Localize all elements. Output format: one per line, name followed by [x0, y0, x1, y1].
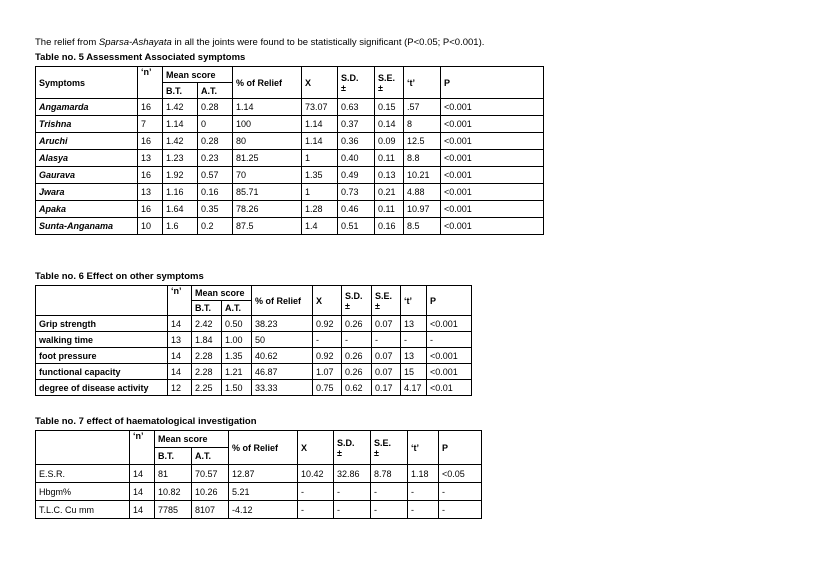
cell-sd: 0.40	[338, 150, 375, 167]
cell-p: <0.05	[439, 465, 482, 483]
cell-at: 8107	[192, 501, 229, 519]
cell-n: 14	[130, 465, 155, 483]
cell-name: Trishna	[36, 116, 138, 133]
header-relief: % of Relief	[229, 431, 298, 465]
cell-relief: 12.87	[229, 465, 298, 483]
cell-t: -	[408, 501, 439, 519]
cell-t: .57	[404, 99, 441, 116]
cell-se: 0.07	[372, 364, 401, 380]
header-mean-score: Mean score	[155, 431, 229, 448]
table-row	[36, 150, 544, 167]
cell-n: 13	[138, 184, 163, 201]
table-row	[36, 483, 482, 501]
cell-bt: 1.42	[163, 99, 198, 116]
cell-sd: 0.62	[342, 380, 372, 396]
header-blank	[36, 286, 168, 316]
cell-bt: 10.82	[155, 483, 192, 501]
cell-se: 8.78	[371, 465, 408, 483]
cell-relief: 1.14	[233, 99, 302, 116]
cell-p: <0.001	[427, 316, 472, 332]
table-row	[36, 348, 472, 364]
cell-n: 10	[138, 218, 163, 235]
cell-x: 73.07	[302, 99, 338, 116]
intro-italic-term: Sparsa-Ashayata	[98, 37, 172, 48]
table-row	[36, 465, 482, 483]
cell-sd: 0.46	[338, 201, 375, 218]
cell-n: 14	[168, 364, 192, 380]
cell-t: 8.8	[404, 150, 441, 167]
header-n: ‘n’	[138, 67, 163, 99]
header-se: S.E. ±	[375, 67, 404, 99]
cell-p: <0.001	[441, 133, 544, 150]
header-n: ‘n’	[168, 286, 192, 316]
cell-t: 15	[401, 364, 427, 380]
header-t: ‘t’	[408, 431, 439, 465]
cell-t: 4.17	[401, 380, 427, 396]
cell-p: <0.001	[441, 167, 544, 184]
cell-at: 0.2	[198, 218, 233, 235]
cell-at: 0.23	[198, 150, 233, 167]
header-x: X	[302, 67, 338, 99]
cell-sd: -	[342, 332, 372, 348]
cell-t: 8	[404, 116, 441, 133]
header-at: A.T.	[192, 448, 229, 465]
table-row	[36, 380, 472, 396]
cell-name: T.L.C. Cu mm	[36, 501, 130, 519]
header-t: ‘t’	[401, 286, 427, 316]
cell-bt: 1.42	[163, 133, 198, 150]
header-blank	[36, 431, 130, 465]
cell-se: 0.07	[372, 316, 401, 332]
cell-t: 10.21	[404, 167, 441, 184]
cell-se: 0.17	[372, 380, 401, 396]
table-row	[36, 167, 544, 184]
cell-p: <0.001	[441, 218, 544, 235]
cell-n: 7	[138, 116, 163, 133]
header-sd: S.D. ±	[334, 431, 371, 465]
cell-at: 0.28	[198, 99, 233, 116]
cell-sd: 0.26	[342, 316, 372, 332]
cell-at: 0	[198, 116, 233, 133]
cell-relief: 46.87	[252, 364, 313, 380]
cell-at: 10.26	[192, 483, 229, 501]
header-x: X	[313, 286, 342, 316]
cell-bt: 2.42	[192, 316, 222, 332]
cell-sd: 0.37	[338, 116, 375, 133]
cell-n: 14	[130, 501, 155, 519]
cell-x: 1.07	[313, 364, 342, 380]
intro-paragraph	[35, 37, 484, 48]
cell-se: 0.11	[375, 150, 404, 167]
cell-t: 1.18	[408, 465, 439, 483]
cell-p: <0.001	[441, 116, 544, 133]
cell-at: 1.21	[222, 364, 252, 380]
cell-p: <0.001	[427, 364, 472, 380]
cell-bt: 1.84	[192, 332, 222, 348]
header-sd: S.D. ±	[338, 67, 375, 99]
cell-x: 1.14	[302, 133, 338, 150]
header-se: S.E. ±	[372, 286, 401, 316]
cell-relief: 50	[252, 332, 313, 348]
table-row	[36, 364, 472, 380]
cell-t: -	[401, 332, 427, 348]
cell-sd: 0.26	[342, 364, 372, 380]
cell-relief: 40.62	[252, 348, 313, 364]
header-bt: B.T.	[163, 83, 198, 99]
cell-relief: 85.71	[233, 184, 302, 201]
cell-x: -	[313, 332, 342, 348]
table5	[35, 66, 544, 235]
cell-x: 1	[302, 184, 338, 201]
header-mean-score: Mean score	[192, 286, 252, 301]
cell-relief: 80	[233, 133, 302, 150]
cell-relief: 81.25	[233, 150, 302, 167]
cell-relief: 100	[233, 116, 302, 133]
cell-t: -	[408, 483, 439, 501]
cell-sd: -	[334, 483, 371, 501]
cell-bt: 1.6	[163, 218, 198, 235]
header-relief: % of Relief	[252, 286, 313, 316]
cell-x: 10.42	[298, 465, 334, 483]
cell-bt: 2.28	[192, 364, 222, 380]
cell-name: Gaurava	[36, 167, 138, 184]
intro-text: The relief from	[35, 37, 99, 48]
header-p: P	[439, 431, 482, 465]
cell-bt: 1.92	[163, 167, 198, 184]
header-n: ‘n’	[130, 431, 155, 465]
cell-t: 10.97	[404, 201, 441, 218]
cell-se: 0.16	[375, 218, 404, 235]
table-row	[36, 201, 544, 218]
cell-x: 0.92	[313, 316, 342, 332]
cell-sd: 0.51	[338, 218, 375, 235]
cell-name: functional capacity	[36, 364, 168, 380]
table6	[35, 285, 472, 396]
cell-at: 0.16	[198, 184, 233, 201]
cell-bt: 1.64	[163, 201, 198, 218]
cell-at: 1.35	[222, 348, 252, 364]
cell-p: <0.001	[441, 184, 544, 201]
cell-x: 1.4	[302, 218, 338, 235]
cell-at: 0.35	[198, 201, 233, 218]
cell-at: 1.50	[222, 380, 252, 396]
cell-relief: 70	[233, 167, 302, 184]
cell-p: -	[439, 501, 482, 519]
cell-relief: 38.23	[252, 316, 313, 332]
cell-name: degree of disease activity	[36, 380, 168, 396]
cell-name: Angamarda	[36, 99, 138, 116]
table-row	[36, 116, 544, 133]
cell-t: 12.5	[404, 133, 441, 150]
cell-name: foot pressure	[36, 348, 168, 364]
cell-bt: 81	[155, 465, 192, 483]
header-x: X	[298, 431, 334, 465]
cell-name: Aruchi	[36, 133, 138, 150]
header-p: P	[427, 286, 472, 316]
cell-n: 13	[138, 150, 163, 167]
cell-sd: -	[334, 501, 371, 519]
table7-caption: Table no. 7 effect of haematological investigation	[35, 416, 257, 427]
table5-caption: Table no. 5 Assessment Associated symptoms	[35, 52, 246, 63]
cell-n: 16	[138, 133, 163, 150]
cell-x: 1.14	[302, 116, 338, 133]
header-mean-score: Mean score	[163, 67, 233, 83]
cell-bt: 1.14	[163, 116, 198, 133]
cell-at: 0.50	[222, 316, 252, 332]
cell-t: 8.5	[404, 218, 441, 235]
cell-n: 14	[168, 316, 192, 332]
cell-se: 0.14	[375, 116, 404, 133]
header-at: A.T.	[222, 301, 252, 316]
cell-name: Alasya	[36, 150, 138, 167]
intro-text-end: in all the joints were found to be statistically significant (P<0.05; P<0.001).	[171, 37, 485, 48]
cell-t: 13	[401, 316, 427, 332]
cell-name: E.S.R.	[36, 465, 130, 483]
cell-se: 0.13	[375, 167, 404, 184]
cell-p: <0.001	[441, 150, 544, 167]
cell-x: 0.92	[313, 348, 342, 364]
cell-se: 0.07	[372, 348, 401, 364]
header-sd: S.D. ±	[342, 286, 372, 316]
header-se: S.E. ±	[371, 431, 408, 465]
cell-se: 0.21	[375, 184, 404, 201]
cell-se: -	[372, 332, 401, 348]
header-p: P	[441, 67, 544, 99]
cell-p: -	[439, 483, 482, 501]
cell-n: 16	[138, 201, 163, 218]
table7	[35, 430, 482, 519]
cell-se: -	[371, 501, 408, 519]
cell-name: Hbgm%	[36, 483, 130, 501]
cell-relief: 87.5	[233, 218, 302, 235]
cell-se: 0.11	[375, 201, 404, 218]
cell-se: -	[371, 483, 408, 501]
table-row	[36, 218, 544, 235]
table-row	[36, 316, 472, 332]
cell-relief: 33.33	[252, 380, 313, 396]
cell-relief: -4.12	[229, 501, 298, 519]
cell-p: <0.001	[441, 99, 544, 116]
cell-t: 4.88	[404, 184, 441, 201]
header-t: ‘t’	[404, 67, 441, 99]
cell-p: <0.001	[441, 201, 544, 218]
cell-sd: 0.73	[338, 184, 375, 201]
cell-sd: 0.26	[342, 348, 372, 364]
cell-bt: 7785	[155, 501, 192, 519]
header-bt: B.T.	[192, 301, 222, 316]
cell-x: 0.75	[313, 380, 342, 396]
cell-t: 13	[401, 348, 427, 364]
cell-at: 1.00	[222, 332, 252, 348]
cell-x: -	[298, 483, 334, 501]
cell-n: 16	[138, 99, 163, 116]
cell-name: Grip strength	[36, 316, 168, 332]
cell-at: 0.57	[198, 167, 233, 184]
cell-name: walking time	[36, 332, 168, 348]
cell-p: -	[427, 332, 472, 348]
cell-sd: 0.63	[338, 99, 375, 116]
cell-bt: 1.16	[163, 184, 198, 201]
table-row	[36, 501, 482, 519]
header-bt: B.T.	[155, 448, 192, 465]
cell-n: 12	[168, 380, 192, 396]
cell-relief: 5.21	[229, 483, 298, 501]
cell-bt: 1.23	[163, 150, 198, 167]
cell-p: <0.01	[427, 380, 472, 396]
cell-n: 16	[138, 167, 163, 184]
cell-sd: 32.86	[334, 465, 371, 483]
cell-bt: 2.28	[192, 348, 222, 364]
cell-p: <0.001	[427, 348, 472, 364]
header-relief: % of Relief	[233, 67, 302, 99]
cell-se: 0.09	[375, 133, 404, 150]
cell-at: 0.28	[198, 133, 233, 150]
cell-n: 14	[168, 348, 192, 364]
cell-x: -	[298, 501, 334, 519]
header-at: A.T.	[198, 83, 233, 99]
cell-name: Sunta-Anganama	[36, 218, 138, 235]
cell-relief: 78.26	[233, 201, 302, 218]
header-symptoms: Symptoms	[36, 67, 138, 99]
table-row	[36, 133, 544, 150]
table-row	[36, 332, 472, 348]
cell-x: 1.35	[302, 167, 338, 184]
cell-bt: 2.25	[192, 380, 222, 396]
cell-n: 13	[168, 332, 192, 348]
cell-name: Jwara	[36, 184, 138, 201]
table-row	[36, 99, 544, 116]
cell-se: 0.15	[375, 99, 404, 116]
cell-sd: 0.49	[338, 167, 375, 184]
cell-name: Apaka	[36, 201, 138, 218]
cell-at: 70.57	[192, 465, 229, 483]
cell-n: 14	[130, 483, 155, 501]
cell-sd: 0.36	[338, 133, 375, 150]
cell-x: 1	[302, 150, 338, 167]
table6-caption: Table no. 6 Effect on other symptoms	[35, 271, 204, 282]
cell-x: 1.28	[302, 201, 338, 218]
table-row	[36, 184, 544, 201]
